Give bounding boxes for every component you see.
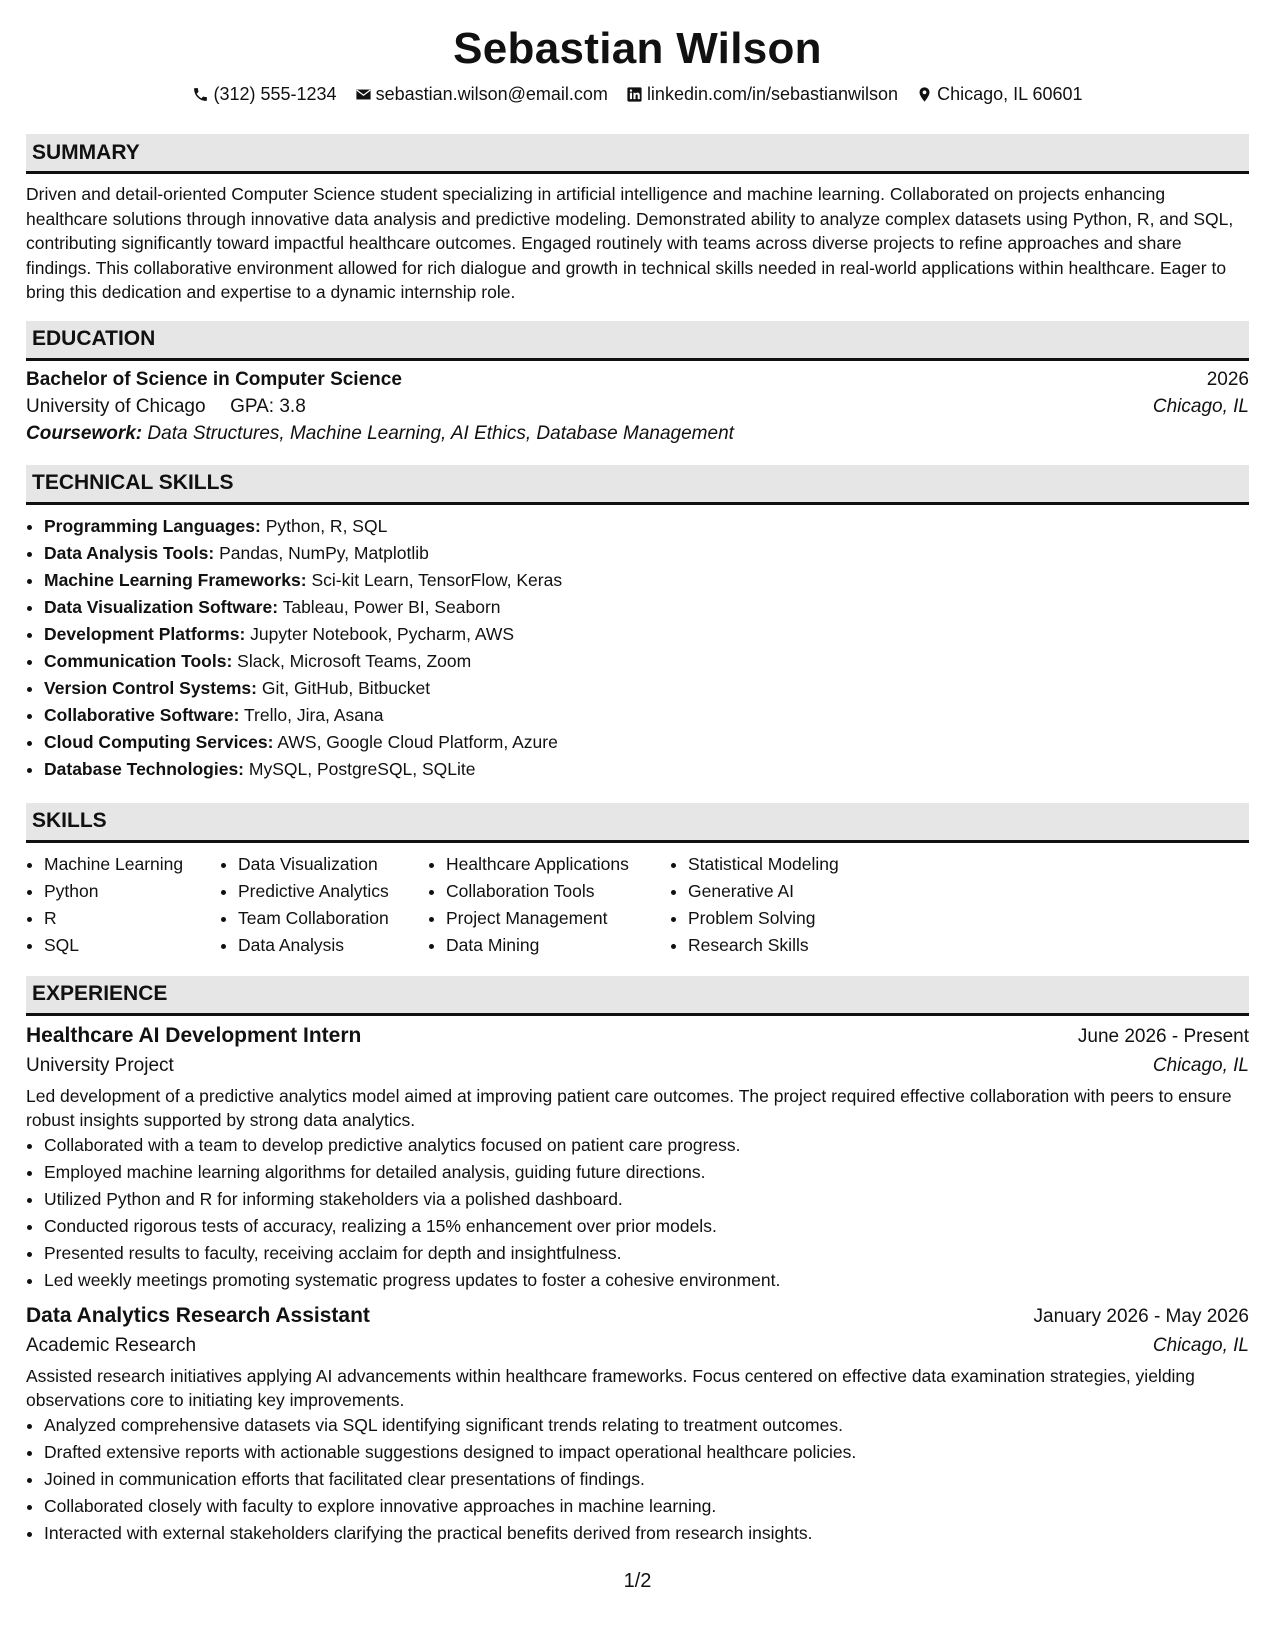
skill-category-label: Data Analysis Tools: <box>44 542 215 563</box>
technical-skills-list <box>26 513 1249 783</box>
skills-column <box>220 851 428 959</box>
contact-location <box>916 82 1082 106</box>
education-location: Chicago, IL <box>1152 395 1249 417</box>
education-degree: Bachelor of Science in Computer Science <box>26 368 402 390</box>
job-organization: University Project <box>26 1054 174 1076</box>
skill-category-value: Trello, Jira, Asana <box>244 704 384 725</box>
section-header-technical-skills: TECHNICAL SKILLS <box>26 465 1249 505</box>
job-bullets <box>26 1412 1249 1547</box>
section-header-skills: SKILLS <box>26 803 1249 843</box>
list-item: • Interacted with external stakeholders clarifying the practical benefits derived from research insights. <box>44 1520 1249 1547</box>
education-year: 2026 <box>1206 368 1249 390</box>
job-bullets <box>26 1132 1249 1294</box>
list-item <box>44 675 1249 702</box>
section-header-education: EDUCATION <box>26 321 1249 361</box>
skills-grid <box>26 851 1249 959</box>
list-item: • Statistical Modeling <box>688 851 890 878</box>
contact-location-text: Chicago, IL 60601 <box>937 84 1083 104</box>
list-item: • Predictive Analytics <box>238 878 428 905</box>
linkedin-icon <box>626 86 643 103</box>
list-item: • Conducted rigorous tests of accuracy, realizing a 15% enhancement over prior models. <box>44 1213 1249 1240</box>
candidate-name: Sebastian Wilson <box>453 24 822 73</box>
section-header-experience: EXPERIENCE <box>26 976 1249 1016</box>
skill-category-label: Database Technologies: <box>44 758 245 779</box>
list-item: • SQL <box>44 932 220 959</box>
list-item: • Data Visualization <box>238 851 428 878</box>
list-item <box>44 540 1249 567</box>
skill-category-value: MySQL, PostgreSQL, SQLite <box>248 758 476 779</box>
skill-category-label: Cloud Computing Services: <box>44 731 274 752</box>
list-item <box>44 702 1249 729</box>
list-item: • Utilized Python and R for informing stakeholders via a polished dashboard. <box>44 1186 1249 1213</box>
list-item: • Team Collaboration <box>238 905 428 932</box>
skill-category-label: Data Visualization Software: <box>44 596 279 617</box>
coursework-label: Coursework: <box>26 422 143 444</box>
list-item: • Collaborated with a team to develop predictive analytics focused on patient care progress. <box>44 1132 1249 1159</box>
list-item: • Drafted extensive reports with actionable suggestions designed to impact operational healthcare policies. <box>44 1439 1249 1466</box>
list-item: • Machine Learning <box>44 851 220 878</box>
education-school: University of Chicago <box>26 395 206 417</box>
list-item: • Project Management <box>446 905 670 932</box>
skill-category-label: Collaborative Software: <box>44 704 240 725</box>
list-item: • Research Skills <box>688 932 890 959</box>
list-item: • Joined in communication efforts that facilitated clear presentations of findings. <box>44 1466 1249 1493</box>
contact-phone <box>192 82 336 106</box>
skills-column <box>26 851 220 959</box>
page-number: 1/2 <box>623 1570 652 1592</box>
contact-phone-text: (312) 555-1234 <box>213 84 337 104</box>
list-item: • Analyzed comprehensive datasets via SQL identifying significant trends relating to treatment outcomes. <box>44 1412 1249 1439</box>
skill-category-value: Slack, Microsoft Teams, Zoom <box>237 650 472 671</box>
skill-category-label: Version Control Systems: <box>44 677 257 698</box>
list-item: • Collaboration Tools <box>446 878 670 905</box>
skills-column <box>670 851 890 959</box>
experience-entry <box>26 1024 1249 1294</box>
job-date: January 2026 - May 2026 <box>1033 1305 1249 1327</box>
skill-category-value: Git, GitHub, Bitbucket <box>261 677 431 698</box>
contact-linkedin[interactable] <box>626 82 898 106</box>
list-item: • Data Analysis <box>238 932 428 959</box>
job-date: June 2026 - Present <box>1077 1025 1249 1047</box>
list-item <box>44 513 1249 540</box>
education-entry <box>26 369 1249 445</box>
list-item: • Collaborated closely with faculty to explore innovative approaches in machine learning. <box>44 1493 1249 1520</box>
job-title: Data Analytics Research Assistant <box>26 1303 370 1327</box>
education-gpa: GPA: 3.8 <box>230 395 306 417</box>
list-item <box>44 621 1249 648</box>
envelope-icon <box>355 86 372 103</box>
list-item <box>44 567 1249 594</box>
contact-linkedin-text[interactable]: linkedin.com/in/sebastianwilson <box>646 84 899 104</box>
job-description: Assisted research initiatives applying AI advancements within healthcare frameworks. Focus centered on effective data examination strategies, yielding observations core to initiating key improvements. <box>26 1365 1195 1410</box>
skills-column <box>428 851 670 959</box>
list-item: • Employed machine learning algorithms for detailed analysis, guiding future directions. <box>44 1159 1249 1186</box>
list-item <box>44 729 1249 756</box>
experience-entry <box>26 1304 1249 1547</box>
list-item: • Healthcare Applications <box>446 851 670 878</box>
skill-category-value: Python, R, SQL <box>265 515 388 536</box>
map-marker-icon <box>916 86 933 103</box>
skill-category-value: Pandas, NumPy, Matplotlib <box>219 542 429 563</box>
skill-category-value: Sci-kit Learn, TensorFlow, Keras <box>311 569 563 590</box>
contact-email[interactable] <box>355 82 608 106</box>
list-item <box>44 594 1249 621</box>
job-location: Chicago, IL <box>1152 1054 1249 1076</box>
contact-bar <box>26 82 1249 106</box>
job-description: Led development of a predictive analytics model aimed at improving patient care outcomes. The project required effective collaboration with peers to ensure robust insights supported by strong data analytics. <box>26 1085 1232 1130</box>
list-item <box>44 756 1249 783</box>
list-item: • R <box>44 905 220 932</box>
skill-category-value: Tableau, Power BI, Seaborn <box>282 596 501 617</box>
job-location: Chicago, IL <box>1152 1334 1249 1356</box>
skill-category-label: Machine Learning Frameworks: <box>44 569 307 590</box>
summary-text: Driven and detail-oriented Computer Science student specializing in artificial intelligence and machine learning. Collaborated on projects enhancing healthcare solutions through innovative data analysis and predictive modeling. Demonstrated ability to analyze complex datasets using Python, R, and SQL, contributing significantly toward impactful healthcare outcomes. Engaged routinely with teams across diverse projects to refine approaches and share findings. This collaborative environment allowed for rich dialogue and growth in technical skills needed in real-world applications within healthcare. Eager to bring this dedication and expertise to a dynamic internship role. <box>26 184 1234 302</box>
skill-category-value: Jupyter Notebook, Pycharm, AWS <box>250 623 515 644</box>
contact-email-text[interactable]: sebastian.wilson@email.com <box>375 84 608 104</box>
list-item: • Generative AI <box>688 878 890 905</box>
list-item: • Problem Solving <box>688 905 890 932</box>
list-item: • Led weekly meetings promoting systematic progress updates to foster a cohesive environment. <box>44 1267 1249 1294</box>
list-item: • Python <box>44 878 220 905</box>
list-item: • Presented results to faculty, receiving acclaim for depth and insightfulness. <box>44 1240 1249 1267</box>
job-title: Healthcare AI Development Intern <box>26 1023 362 1047</box>
job-organization: Academic Research <box>26 1334 197 1356</box>
list-item <box>44 648 1249 675</box>
skill-category-value: AWS, Google Cloud Platform, Azure <box>277 731 558 752</box>
skill-category-label: Communication Tools: <box>44 650 233 671</box>
section-header-summary: SUMMARY <box>26 134 1249 174</box>
list-item: • Data Mining <box>446 932 670 959</box>
skill-category-label: Development Platforms: <box>44 623 246 644</box>
phone-icon <box>192 86 209 103</box>
coursework-list: Data Structures, Machine Learning, AI Ethics, Database Management <box>147 422 734 444</box>
skill-category-label: Programming Languages: <box>44 515 261 536</box>
education-coursework <box>26 423 1249 445</box>
